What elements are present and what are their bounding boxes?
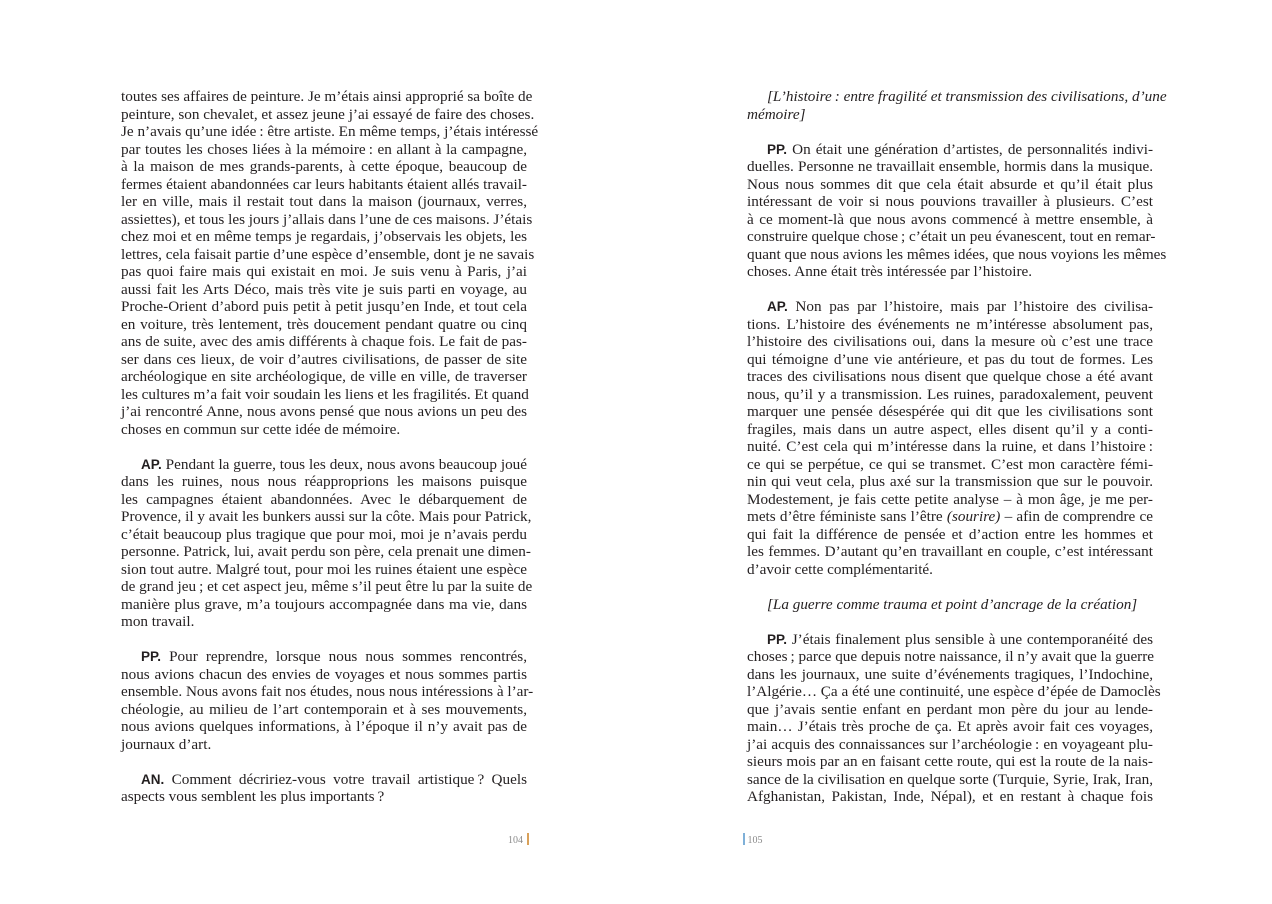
text-line: [747, 526, 1153, 544]
text-line: [747, 158, 1153, 176]
speaker-initials: AN.: [141, 771, 165, 787]
text-line: [747, 386, 1153, 404]
text-line: [747, 421, 1153, 439]
line-text: Nous nous sommes dit que cela était absurde et qu’il était plus: [747, 175, 1153, 193]
line-text: main… J’étais très proche de ça. Et après avoir fait ces voyages,: [747, 718, 1153, 735]
line-text: l’histoire des civilisations oui, dans la mesure où c’est une trace: [747, 333, 1153, 350]
line-text: à la maison de mes grands-parents, à cette époque, beaucoup de: [121, 158, 527, 175]
paragraph-spacer: [747, 281, 1153, 299]
text-line: [121, 368, 527, 386]
text-line: [121, 316, 527, 334]
line-text: aspects vous semblent les plus importants ?: [121, 788, 385, 805]
line-text: qui fait la différence de pensée et d’action entre les hommes et: [747, 525, 1153, 543]
text-line: [747, 473, 1153, 491]
line-text: personne. Patrick, lui, avait perdu son père, cela prenait une dimen-: [121, 543, 531, 560]
paragraph-spacer: [121, 753, 527, 771]
page-number: 104: [508, 835, 523, 846]
line-text: quant que nous avions les mêmes idées, que nous voyions les mêmes: [747, 245, 1167, 263]
speaker-initials: AP.: [767, 299, 788, 314]
line-text: Comment décririez-vous votre travail artistique ? Quels: [171, 770, 527, 788]
line-text: c’était beaucoup plus tragique que pour moi, moi je n’avais perdu: [121, 525, 527, 543]
text-line: [747, 316, 1153, 334]
text-line: [121, 245, 535, 264]
text-line: [121, 88, 533, 106]
line-text: Pour reprendre, lorsque nous nous sommes rencontrés,: [169, 648, 528, 665]
text-line: [121, 176, 527, 194]
line-text: ce qui se perpétue, ce qui se transmet. C’est mon caractère fémi-: [747, 455, 1153, 473]
text-line: [121, 473, 527, 491]
text-line: [747, 736, 1153, 754]
line-text: dans les ruines, nous nous réapproprions les maisons puisque: [121, 473, 527, 490]
folio-bar: [743, 833, 745, 845]
line-text: mon travail.: [121, 613, 195, 630]
line-text: choses ; parce que depuis notre naissance, il n’y avait que la guerre: [747, 648, 1155, 665]
line-text: les campagnes étaient abandonnées. Avec le débarquement de: [121, 490, 527, 508]
text-line: [121, 351, 527, 369]
text-line: [121, 281, 527, 299]
line-text: d’avoir cette complémentarité.: [747, 560, 933, 578]
paragraph-spacer: [747, 578, 1153, 596]
text-line: [121, 508, 532, 526]
line-text: nous, qu’il y a transmission. Les ruines, paradoxalement, peuvent: [747, 385, 1153, 403]
line-text: duelles. Personne ne travaillait ensemble, hormis dans la musique.: [747, 158, 1153, 175]
page-number-right: [743, 833, 763, 846]
text-line: [121, 718, 527, 736]
line-text: aussi fait les Arts Déco, mais très vite je suis parti en voyage, au: [121, 280, 527, 298]
line-text: ensemble. Nous avons fait nos études, nous nous intéressions à l’ar-: [121, 683, 534, 700]
text-line: [121, 666, 527, 684]
text-line: [747, 245, 1167, 264]
text-line: [747, 193, 1153, 211]
text-line: [747, 211, 1153, 229]
line-text: intéressant de voir si nous pouvions travailler à plusieurs. C’est: [747, 193, 1153, 210]
line-text: sieurs mois par an en faisant cette route, qui est la route de la nais-: [747, 753, 1153, 770]
line-text: ler en ville, mais il restait tout dans la maison (journaux, verres,: [121, 193, 527, 210]
text-line: [121, 193, 527, 211]
line-text: tions. L’histoire des événements ne m’intéresse absolument pas,: [747, 315, 1153, 333]
line-text: mémoire]: [747, 105, 806, 123]
line-text: de grand jeu ; et cet aspect jeu, même s’il peut être lu par la suite de: [121, 578, 533, 595]
text-line: [121, 105, 535, 124]
line-text: Provence, il y avait les bunkers aussi sur la côte. Mais pour Patrick,: [121, 508, 532, 525]
line-text: nous avions chacun des envies de voyages et nous sommes partis: [121, 665, 527, 683]
line-text: sion tout autre. Malgré tout, pour moi les ruines étaient une espèce: [121, 560, 527, 578]
text-line: [747, 403, 1153, 421]
text-line: [747, 368, 1153, 386]
text-line: [747, 141, 1153, 159]
line-text: journaux d’art.: [121, 735, 212, 753]
text-line: [121, 456, 527, 474]
text-line: [121, 141, 527, 159]
line-text: mets d’être féministe sans l’être (sourire) – afin de comprendre ce: [747, 508, 1153, 525]
text-line: [747, 561, 1153, 579]
text-line: [121, 613, 527, 631]
folio-bar: [527, 833, 529, 845]
line-text: les cultures m’a fait voir soudain les liens et les fragilités. Et quand: [121, 385, 529, 403]
line-text: toutes ses affaires de peinture. Je m’étais ainsi approprié sa boîte de: [121, 88, 533, 105]
line-text: choses. Anne était très intéressée par l’histoire.: [747, 263, 1033, 280]
paragraph: [121, 455, 533, 631]
text-line: [747, 176, 1153, 194]
speaker-initials: PP.: [767, 141, 788, 157]
text-line: [121, 543, 531, 561]
line-text: [La guerre comme trauma et point d’ancrage de la création]: [767, 595, 1138, 613]
line-text: [L’histoire : entre fragilité et transmission des civilisations, d’une: [767, 88, 1167, 105]
line-text: dans les journaux, une suite d’événements tragiques, l’Indochine,: [747, 665, 1153, 683]
text-line: [747, 596, 1153, 614]
line-text: Je n’avais qu’une idée : être artiste. En même temps, j’étais intéressé: [121, 123, 539, 140]
line-text: Pendant la guerre, tous les deux, nous avons beaucoup joué: [165, 455, 528, 473]
text-line: [121, 578, 533, 596]
text-line: [121, 491, 527, 509]
text-line: [747, 106, 1153, 124]
speaker-initials: PP.: [141, 649, 162, 664]
text-line: [747, 298, 1153, 316]
text-line: [747, 666, 1153, 684]
speaker-initials: PP.: [767, 631, 788, 647]
paragraph: [121, 771, 527, 806]
text-line: [747, 701, 1153, 719]
text-line: [121, 788, 527, 806]
text-line: [747, 718, 1153, 736]
line-text: les femmes. D’autant qu’en travaillant en couple, c’est intéressant: [747, 543, 1153, 560]
line-text: Modestement, je fais cette petite analyse – à mon âge, je me per-: [747, 490, 1153, 508]
text-line: [747, 228, 1156, 246]
line-text: construire quelque chose ; c’était un peu évanescent, tout en remar-: [747, 228, 1156, 245]
line-text: assiettes), et tous les jours j’allais dans l’une de ces maisons. J’étais: [121, 210, 533, 228]
text-line: [747, 351, 1153, 369]
line-text: sance de la civilisation en quelque sorte (Turquie, Syrie, Irak, Iran,: [747, 770, 1153, 788]
paragraph: [121, 648, 534, 753]
text-line: [747, 491, 1153, 509]
line-text: Non pas par l’histoire, mais par l’histoire des civilisa-: [795, 298, 1154, 315]
paragraph-spacer: [121, 438, 527, 456]
text-line: [747, 631, 1153, 649]
line-text: qui témoigne d’une vie antérieure, et pas du tout de formes. Les: [747, 350, 1153, 368]
section-heading: [747, 88, 1167, 123]
text-line: [121, 158, 527, 176]
line-text: j’ai acquis des connaissances sur l’archéologie : en voyageant plu-: [747, 735, 1153, 753]
right-page: [636, 0, 1272, 904]
text-line: [121, 421, 527, 439]
line-text: nin qui veut cela, plus axé sur la transmission que sur le pouvoir.: [747, 473, 1153, 490]
line-text: chéologie, au milieu de l’art contemporain et à ses mouvements,: [121, 700, 527, 718]
paragraph: [747, 298, 1153, 578]
text-line: [747, 438, 1153, 456]
page-number-left: [508, 833, 529, 846]
text-line: [747, 648, 1153, 666]
paragraph: [747, 140, 1167, 281]
line-text: manière plus grave, m’a toujours accompagnée dans ma vie, dans: [121, 595, 527, 613]
text-line: [121, 736, 527, 754]
text-line: [747, 683, 1161, 701]
line-text: fragiles, mais dans un autre aspect, elles disent qu’il y a conti-: [747, 420, 1153, 438]
speaker-initials: AP.: [141, 456, 162, 472]
left-page-text: [121, 88, 539, 806]
text-line: [121, 526, 527, 544]
line-text: fermes étaient abandonnées car leurs habitants étaient allés travail-: [121, 175, 527, 193]
text-line: [747, 263, 1153, 281]
text-line: [121, 683, 534, 701]
text-line: [121, 701, 527, 719]
text-line: [747, 771, 1153, 789]
line-text: nuité. C’est cela qui m’intéresse dans la ruine, et dans l’histoire :: [747, 438, 1153, 455]
line-text: ser dans ces lieux, de voir d’autres civilisations, de passer de site: [121, 350, 527, 368]
text-line: [747, 456, 1153, 474]
line-text: choses en commun sur cette idée de mémoire.: [121, 420, 401, 438]
paragraph-spacer: [747, 613, 1153, 631]
paragraph-spacer: [747, 123, 1153, 141]
text-line: [121, 561, 527, 579]
line-text: Afghanistan, Pakistan, Inde, Népal), et en restant à chaque fois: [747, 788, 1153, 805]
line-text: chez moi et en même temps je regardais, j’observais les objets, les: [121, 228, 527, 245]
line-text: en voiture, très lentement, très doucement pendant quatre ou cinq: [121, 315, 527, 333]
text-line: [747, 753, 1153, 771]
text-line: [121, 333, 527, 351]
right-page-text: [747, 88, 1167, 806]
line-text: On était une génération d’artistes, de personnalités indivi-: [792, 140, 1153, 158]
text-line: [121, 263, 527, 281]
text-line: [121, 596, 527, 614]
text-line: [121, 386, 527, 404]
text-line: [747, 788, 1153, 806]
text-line: [747, 508, 1153, 526]
paragraph-spacer: [121, 631, 527, 649]
text-line: [747, 333, 1153, 351]
paragraph: [121, 88, 539, 438]
text-line: [121, 210, 533, 229]
line-text: lettres, cela faisait partie d’une espèce d’ensemble, dont je ne savais: [121, 245, 535, 263]
page-number: 105: [747, 835, 763, 846]
line-text: archéologique en site archéologique, de ville en ville, de traverser: [121, 368, 527, 385]
text-line: [121, 123, 539, 141]
line-text: ans de suite, avec des amis différents à chaque fois. Le fait de pas-: [121, 333, 527, 350]
text-line: [121, 403, 527, 421]
line-text: l’Algérie… Ça a été une continuité, une espèce d’épée de Damoclès: [747, 683, 1161, 700]
text-line: [121, 771, 527, 789]
line-text: par toutes les choses liées à la mémoire : en allant à la campagne,: [121, 140, 527, 158]
section-heading: [747, 596, 1153, 614]
line-text: peinture, son chevalet, et assez jeune j’ai essayé de faire des choses.: [121, 105, 535, 123]
line-text: que j’avais sentie enfant en perdant mon père du jour au lende-: [747, 700, 1153, 718]
paragraph: [747, 630, 1161, 806]
text-line: [747, 88, 1167, 106]
line-text: à ce moment-là que nous avons commencé à mettre ensemble, à: [747, 210, 1153, 228]
text-line: [121, 648, 527, 666]
line-text: traces des civilisations nous disent que quelque chose a été avant: [747, 368, 1153, 385]
text-line: [121, 228, 527, 246]
line-text: pas quoi faire mais qui existait en moi. Je suis venu à Paris, j’ai: [121, 263, 527, 280]
line-text: J’étais finalement plus sensible à une contemporanéité des: [791, 630, 1153, 648]
stage-direction: (sourire): [946, 508, 1001, 525]
line-text: Proche-Orient d’abord puis petit à petit jusqu’en Inde, et tout cela: [121, 298, 527, 315]
line-text: marquer une pensée désespérée qui dit que les civilisations sont: [747, 403, 1153, 420]
line-text: nous avions quelques informations, à l’époque il n’y avait pas de: [121, 718, 527, 735]
text-line: [747, 543, 1153, 561]
text-line: [121, 298, 527, 316]
line-text: j’ai rencontré Anne, nous avons pensé que nous avions un peu des: [121, 403, 527, 420]
